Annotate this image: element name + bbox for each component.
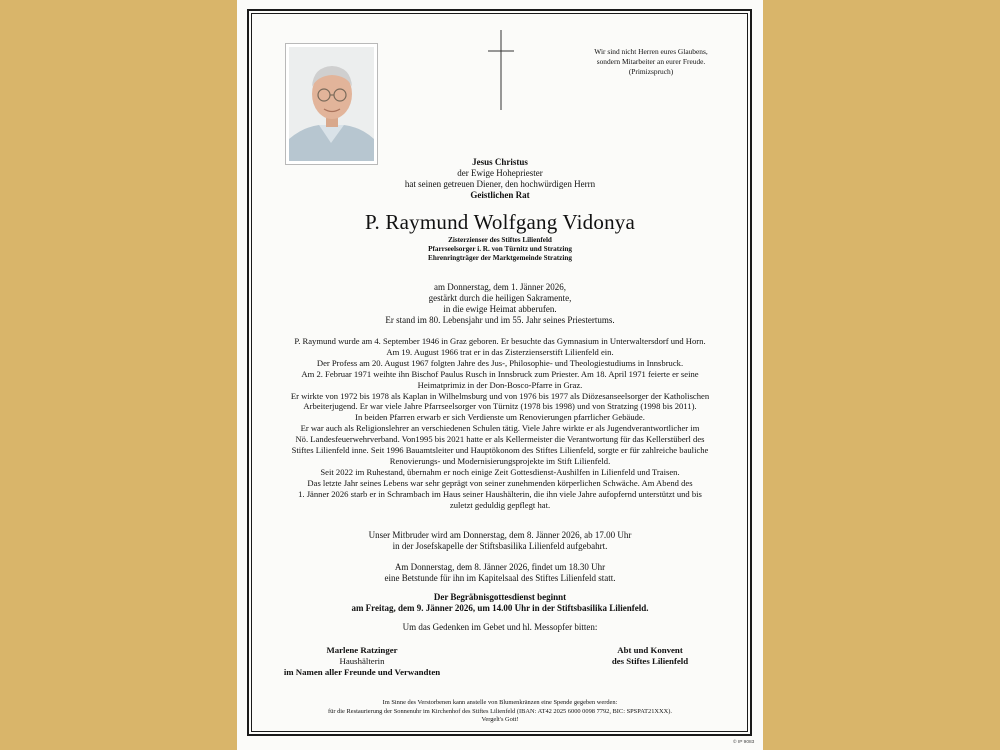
death-line: am Donnerstag, dem 1. Jänner 2026, [434, 282, 566, 292]
signer-left [262, 645, 462, 678]
deceased-name: P. Raymund Wolfgang Vidonya [364, 210, 635, 234]
bio-line: Seit 2022 im Ruhestand, übernahm er noch einige Zeit Gottesdienst-Aushilfen in Lilienfeld und Traisen. [320, 466, 680, 477]
title-line: Ehrenringträger der Marktgemeinde Stratzing [428, 254, 572, 262]
bio-line: Der Profess am 20. August 1967 folgten Jahre des Jus-, Philosophie- und Theologiestudiums in Innsbruck. [316, 357, 684, 368]
bio-line: Am 2. Februar 1971 weihte ihn Bischof Paulus Rusch in Innsbruck zum Priester. Am 18. April 1971 feierte er seine [301, 368, 699, 379]
donation-line: Im Sinne des Verstorbenen kann anstelle von Blumenkränzen eine Spende gegeben werden: [382, 699, 618, 706]
death-line: in die ewige Heimat abberufen. [443, 304, 557, 314]
bio-line: Am 19. August 1966 trat er in das Zisterzienserstift Lilienfeld ein. [386, 346, 614, 357]
bio-line: Heimatprimiz in der Don-Bosco-Pfarre in Graz. [417, 379, 583, 390]
prayer-line: eine Betstunde für ihn im Kapitelsaal des Stiftes Lilienfeld statt. [384, 573, 616, 583]
laying-line: Unser Mitbruder wird am Donnerstag, dem 8. Jänner 2026, ab 17.00 Uhr [368, 530, 632, 540]
copyright-mark: © IP 9083 [733, 740, 755, 745]
donation-thanks: Vergelt's Gott! [481, 716, 519, 724]
signer-right-name: Abt und Konvent [617, 645, 683, 655]
bio-line: Er wirkte von 1972 bis 1978 als Kaplan in Wilhelmsburg und von 1976 bis 1977 als Diözesanseelsorger der Katholischen [290, 390, 710, 401]
donation-line: für die Restaurierung der Sonnenuhr im Kirchenhof des Stiftes Lilienfeld (IBAN: AT42 2025 6000 0098 7792, BIC: SPSPAT21XXX). [328, 707, 672, 715]
signer-right-institution: des Stiftes Lilienfeld [611, 656, 689, 666]
intro-rank: Geistlichen Rat [470, 190, 530, 200]
bio-line: zuletzt geduldig gepflegt hat. [449, 499, 551, 510]
bio-line: Renovierungs- und Modernisierungsprojekte im Stift Lilienfeld. [389, 455, 611, 466]
funeral-line: Der Begräbnisgottesdienst beginnt [433, 592, 567, 602]
intro-priest: der Ewige Hohepriester [457, 168, 543, 178]
ordination-quote [583, 47, 719, 77]
laying-line: in der Josefskapelle der Stiftsbasilika Lilienfeld aufgebahrt. [392, 541, 608, 551]
bio-line: In beiden Pfarren erwarb er sich Verdienste um Renovierungen pfarrlicher Gebäude. [355, 412, 645, 423]
title-line: Zisterzienser des Stiftes Lilienfeld [448, 236, 552, 244]
bio-line: Arbeiterjugend. Er war viele Jahre Pfarrseelsorger von Türnitz (1978 bis 1998) und von Stratzing (1998 bis 2011). [303, 401, 697, 412]
death-line: gestärkt durch die heiligen Sakramente, [428, 293, 572, 303]
signer-left-behalf: im Namen aller Freunde und Verwandten [283, 667, 441, 677]
funeral-line: am Freitag, dem 9. Jänner 2026, um 14.00 Uhr in der Stiftsbasilika Lilienfeld. [351, 603, 649, 613]
title-line: Pfarrseelsorger i. R. von Türnitz und Stratzing [428, 245, 572, 253]
quote-line: sondern Mitarbeiter an eurer Freude. [596, 57, 706, 66]
signer-left-role: Haushälterin [339, 656, 385, 666]
signer-left-name: Marlene Ratzinger [326, 645, 398, 655]
bio-line: Das letzte Jahr seines Lebens war sehr geprägt von seiner zunehmenden körperlichen Schwäche. Am Abend des [307, 477, 693, 488]
prayer-line: Am Donnerstag, dem 8. Jänner 2026, findet um 18.30 Uhr [394, 562, 606, 572]
cross-icon [486, 30, 516, 110]
quote-line: Wir sind nicht Herren eures Glaubens, [594, 47, 708, 56]
bio-line: 1. Jänner 2026 starb er in Schrambach im Haus seiner Haushälterin, die ihn viele Jahre aufopfernd unterstützt und bis [298, 488, 702, 499]
donation-note [252, 699, 748, 725]
signer-right [570, 645, 730, 667]
portrait-photo [285, 43, 378, 165]
death-line: Er stand im 80. Lebensjahr und im 55. Jahr seines Priestertums. [385, 315, 615, 325]
intro-jesus: Jesus Christus [472, 157, 528, 167]
bio-line: Nö. Landesfeuerwehrverband. Von1995 bis 2021 hatte er als Kellermeister die Verantwortung für das Kellerstüberl des [295, 434, 705, 445]
quote-source: (Primizspruch) [628, 67, 674, 76]
prayer-request: Um das Gedenken im Gebet und hl. Messopfer bitten: [402, 622, 598, 632]
bio-line: Stiftes Lilienfeld inne. Seit 1996 Bauamtsleiter und Hauptökonom des Stiftes Lilienfeld, sorgte er für zahlreiche bauliche [291, 445, 709, 455]
bio-line: Er war auch als Religionslehrer an verschiedenen Schulen tätig. Viele Jahre wirkte er als Jugendverantwortlicher im [300, 423, 700, 434]
intro-called: hat seinen getreuen Diener, den hochwürdigen Herrn [404, 179, 596, 189]
bio-line: P. Raymund wurde am 4. September 1946 in Graz geboren. Er besuchte das Gymnasium in Unterwaltersdorf und Horn. [294, 336, 706, 346]
